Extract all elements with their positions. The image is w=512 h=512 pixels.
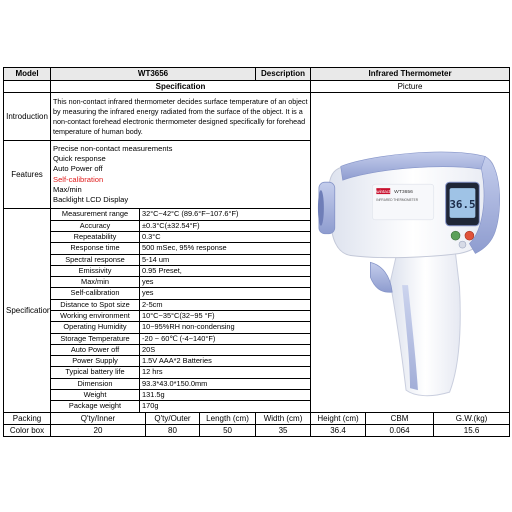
feature-item: Backlight LCD Display bbox=[53, 195, 129, 205]
features-list bbox=[51, 141, 311, 209]
spec-row bbox=[51, 254, 310, 265]
spec-key: Dimension bbox=[51, 378, 140, 389]
spec-row bbox=[51, 311, 310, 322]
subheader-row bbox=[4, 81, 510, 93]
spec-key: Package weight bbox=[51, 401, 140, 412]
spec-row bbox=[51, 299, 310, 310]
features-label: Features bbox=[4, 141, 51, 209]
packing-type: Color box bbox=[4, 425, 51, 437]
spec-key: Emissivity bbox=[51, 265, 140, 276]
packing-col-header: G.W.(kg) bbox=[434, 413, 510, 425]
spec-key: Self-calibration bbox=[51, 288, 140, 299]
packing-header-row bbox=[4, 413, 510, 425]
spec-row bbox=[51, 356, 310, 367]
spec-row bbox=[51, 344, 310, 355]
device-subtitle-text: INFRARED THERMOMETER bbox=[376, 198, 419, 203]
spec-key: Max/min bbox=[51, 277, 140, 288]
spec-key: Response time bbox=[51, 243, 140, 254]
spec-row bbox=[51, 401, 310, 412]
description-label: Description bbox=[256, 68, 311, 81]
spec-row bbox=[51, 390, 310, 401]
spec-row bbox=[51, 277, 310, 288]
spec-key: Spectral response bbox=[51, 254, 140, 265]
description-value: Infrared Thermometer bbox=[311, 68, 510, 81]
feature-item: Quick response bbox=[53, 153, 106, 163]
spec-table bbox=[3, 67, 510, 437]
spec-value: yes bbox=[140, 277, 311, 288]
packing-col-header: Length (cm) bbox=[200, 413, 256, 425]
spec-row bbox=[51, 333, 310, 344]
spec-row bbox=[51, 288, 310, 299]
packing-label: Packing bbox=[4, 413, 51, 425]
spec-value: 131.5g bbox=[140, 390, 311, 401]
set-button-icon bbox=[459, 241, 466, 248]
specification-table bbox=[51, 209, 310, 411]
introduction-text: This non-contact infrared thermometer decides surface temperature of an object by measuring the infrared energy radiated from the surface of the object. It is a non-contact forehead electronic thermometer designed specifically for forehead temperature of human body. bbox=[51, 93, 311, 141]
spec-value: 12 hrs bbox=[140, 367, 311, 378]
packing-col-header: Height (cm) bbox=[311, 413, 366, 425]
specification-heading: Specification bbox=[51, 81, 311, 93]
spec-key: Operating Humidity bbox=[51, 322, 140, 333]
spec-key: Typical battery life bbox=[51, 367, 140, 378]
packing-col-header: Width (cm) bbox=[256, 413, 311, 425]
spec-row bbox=[51, 209, 310, 220]
spec-value: 1.5V AAA*2 Batteries bbox=[140, 356, 311, 367]
spec-row bbox=[51, 243, 310, 254]
spec-key: Measurement range bbox=[51, 209, 140, 220]
spec-value: 10~95%RH non-condensing bbox=[140, 322, 311, 333]
thermometer-picture bbox=[311, 93, 509, 412]
spec-row bbox=[51, 265, 310, 276]
spec-sheet bbox=[3, 67, 509, 437]
feature-item: Max/min bbox=[53, 184, 82, 194]
spec-key: Accuracy bbox=[51, 220, 140, 231]
model-label: Model bbox=[4, 68, 51, 81]
spec-value: 20S bbox=[140, 344, 311, 355]
spec-key: Distance to Spot size bbox=[51, 299, 140, 310]
spec-value: ±0.3°C(±32.54°F) bbox=[140, 220, 311, 231]
feature-item-highlighted: Self-calibration bbox=[53, 174, 104, 184]
feature-item: Auto Power off bbox=[53, 164, 103, 174]
spec-key: Power Supply bbox=[51, 356, 140, 367]
lcd-reading: 36.5 bbox=[449, 197, 476, 211]
feature-item: Precise non-contact measurements bbox=[53, 143, 173, 153]
packing-col-header: CBM bbox=[366, 413, 434, 425]
picture-heading: Picture bbox=[311, 81, 510, 93]
packing-value: 20 bbox=[51, 425, 146, 437]
packing-value: 0.064 bbox=[366, 425, 434, 437]
spec-row bbox=[51, 220, 310, 231]
spec-row bbox=[51, 378, 310, 389]
power-button-icon bbox=[465, 231, 474, 240]
spec-key: Repeatability bbox=[51, 231, 140, 242]
spec-value: 5-14 um bbox=[140, 254, 311, 265]
picture-cell bbox=[311, 93, 510, 413]
spec-value: 32°C~42°C (89.6°F~107.6°F) bbox=[140, 209, 311, 220]
spec-key: Storage Temperature bbox=[51, 333, 140, 344]
packing-col-header: Q'ty/Outer bbox=[146, 413, 200, 425]
spec-key: Working environment bbox=[51, 311, 140, 322]
spec-value: 170g bbox=[142, 401, 159, 411]
header-row bbox=[4, 68, 510, 81]
introduction-row bbox=[4, 93, 510, 141]
spec-row bbox=[51, 322, 310, 333]
spec-value: 0.3°C bbox=[140, 231, 311, 242]
spec-value: 10°C~35°C(32~95 °F) bbox=[140, 311, 311, 322]
packing-value: 15.6 bbox=[434, 425, 510, 437]
device-model-text: WT3656 bbox=[394, 190, 413, 196]
spec-value: yes bbox=[140, 288, 311, 299]
spec-key: Auto Power off bbox=[51, 344, 140, 355]
introduction-label: Introduction bbox=[4, 93, 51, 141]
packing-value: 80 bbox=[146, 425, 200, 437]
spec-key: Weight bbox=[51, 390, 140, 401]
model-value: WT3656 bbox=[51, 68, 256, 81]
packing-col-header: Q'ty/Inner bbox=[51, 413, 146, 425]
spec-row bbox=[51, 367, 310, 378]
packing-value: 36.4 bbox=[311, 425, 366, 437]
packing-value: 50 bbox=[200, 425, 256, 437]
spec-value: -20 ~ 60℃ (-4~140°F) bbox=[140, 333, 311, 344]
spec-value: 0.95 Preset, bbox=[140, 265, 311, 276]
spec-row bbox=[51, 231, 310, 242]
spec-value: 93.3*43.0*150.0mm bbox=[140, 378, 311, 389]
spec-value: 500 mSec, 95% response bbox=[140, 243, 311, 254]
mode-button-icon bbox=[451, 231, 460, 240]
packing-value: 35 bbox=[256, 425, 311, 437]
specification-label: Specification bbox=[4, 209, 51, 413]
brand-logo: wintact bbox=[376, 189, 391, 195]
spec-value: 2-5cm bbox=[140, 299, 311, 310]
specification-details bbox=[51, 209, 311, 413]
packing-value-row bbox=[4, 425, 510, 437]
